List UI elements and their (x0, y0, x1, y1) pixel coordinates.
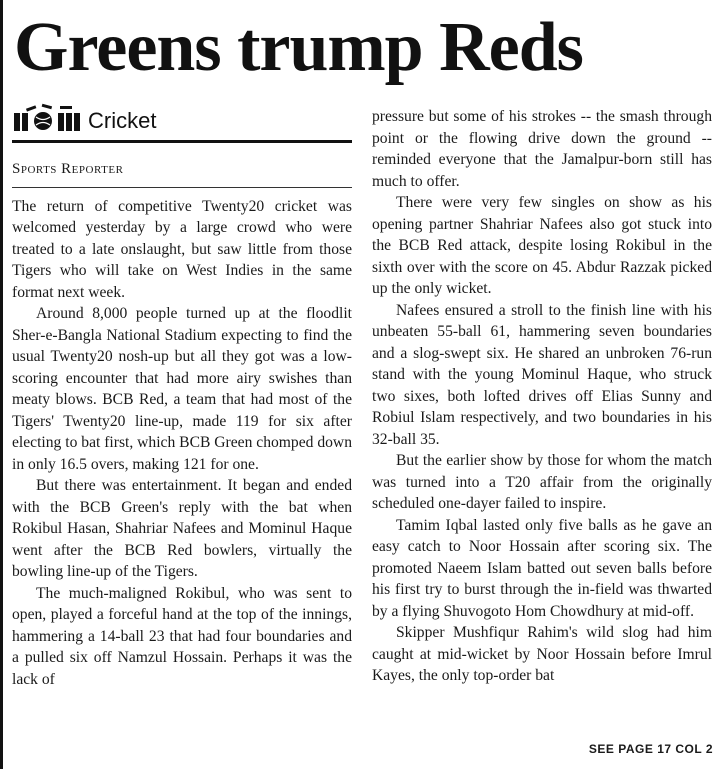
article-paragraph: There were very few singles on show as his opening partner Shahriar Nafees also got stuck into the BCB Red attack, despite losing Rokibul in the sixth over with the score on 45. Abdur Razzak picked up the only wicket. (372, 194, 712, 297)
section-label: Cricket (88, 108, 157, 134)
article-paragraph: pressure but some of his strokes -- the smash through point or the flowing drive down the ground -- reminded everyone that the Jamalpur-born still has much to offer. (372, 108, 712, 190)
left-border-rule (0, 0, 3, 769)
headline: Greens trump Reds (14, 9, 583, 86)
byline: Sports Reporter (12, 159, 352, 188)
article-paragraph: Skipper Mushfiqur Rahim's wild slog had him caught at mid-wicket by Noor Hossain before Imrul Kayes, the only top-order bat (372, 624, 712, 684)
section-header (12, 104, 352, 143)
right-column (372, 106, 712, 687)
article-paragraph: But there was entertainment. It began and ended with the BCB Green's reply with the bat when Rokibul Hasan, Shahriar Nafees and Mominul Haque went after the BCB Red bowlers, virtually the bowling line-up of the Tigers. (12, 477, 352, 580)
jump-line: SEE PAGE 17 COL 2 (588, 742, 713, 756)
article-paragraph: Nafees ensured a stroll to the finish line with his unbeaten 55-ball 61, hammering seven boundaries and a slog-swept six. He shared an unbroken 76-run stand with the young Mominul Haque, who struck two sixes, both lofted drives off Elias Sunny and Robiul Islam respectively, and two boundaries in his 32-ball 35. (372, 301, 712, 448)
article-paragraph: Around 8,000 people turned up at the floodlit Sher-e-Bangla National Stadium expecting to find the usual Twenty20 nosh-up but all they got was a low-scoring encounter that had more airy swishes than meaty blows. BCB Red, a team that had most of the Tigers' Twenty20 line-up, made 119 for six after electing to bat first, which BCB Green chomped down in only 16.5 overs, making 121 for one. (12, 305, 352, 473)
article-paragraph: But the earlier show by those for whom the match was turned into a T20 affair from the originally scheduled one-dayer failed to inspire. (372, 452, 712, 512)
left-column (12, 104, 352, 690)
article-paragraph: Tamim Iqbal lasted only five balls as he gave an easy catch to Noor Hossain after scoring six. The promoted Naeem Islam batted out seven balls before his first try to burst through the in-field was thwarted by a flying Shuvogoto Hom Chowdhury at mid-off. (372, 516, 712, 620)
article-paragraph: The return of competitive Twenty20 cricket was welcomed yesterday by a large crowd who were treated to a late onslaught, but saw little from those Tigers who will take on West Indies in the same format next week. (12, 197, 352, 301)
cricket-stumps-ball-icon (12, 103, 82, 140)
article-paragraph: The much-maligned Rokibul, who was sent to open, played a forceful hand at the top of the innings, hammering a 14-ball 23 that had four boundaries and a pulled six off Namzul Hossain. Perhaps it was the lack of (12, 584, 352, 688)
